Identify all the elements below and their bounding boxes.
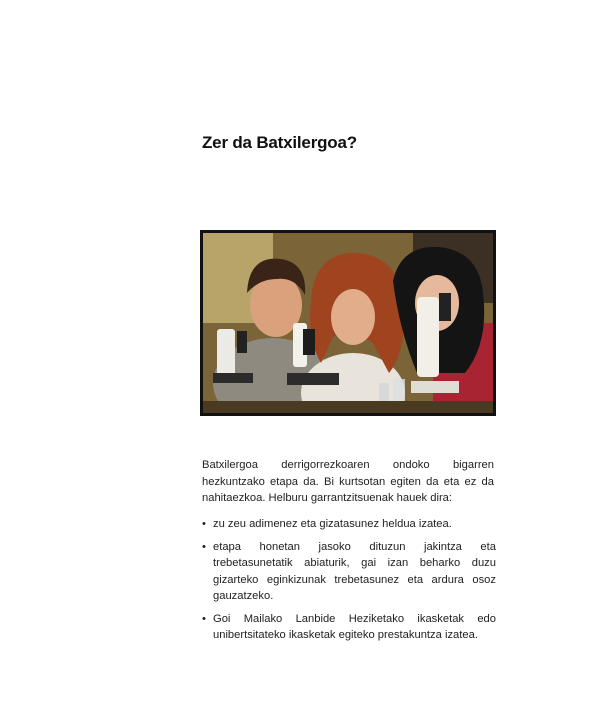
list-item [202,539,496,605]
bullet-icon: • [202,540,206,553]
photo-illustration [203,233,493,413]
bullet-icon: • [202,612,206,625]
list-item-text: zu zeu adimenez eta gizatasunez heldua izatea. [213,518,452,530]
list-item [202,611,496,644]
intro-paragraph: Batxilergoa derrigorrezkoaren ondoko bigarren hezkuntzako etapa da. Bi kurtsotan egiten da eta ez da nahitaezkoa. Helburu garrantzitsuenak hauek dira: [202,459,494,504]
students-microscope-photo [200,230,496,416]
list-item [202,516,496,533]
page-title: Zer da Batxilergoa? [202,133,357,152]
list-item-text: etapa honetan jasoko dituzun jakintza eta trebetasunetatik abiaturik, gai izan beharko duzu gizarteko eginkizunak trebetasunez eta ardura osoz gauzatzeko. [213,540,496,602]
bullet-icon: • [202,518,206,530]
list-item-text: Goi Mailako Lanbide Heziketako ikasketak edo unibertsitateko ikasketak egiteko prestakuntza izatea. [213,612,496,641]
goals-list [202,516,496,650]
